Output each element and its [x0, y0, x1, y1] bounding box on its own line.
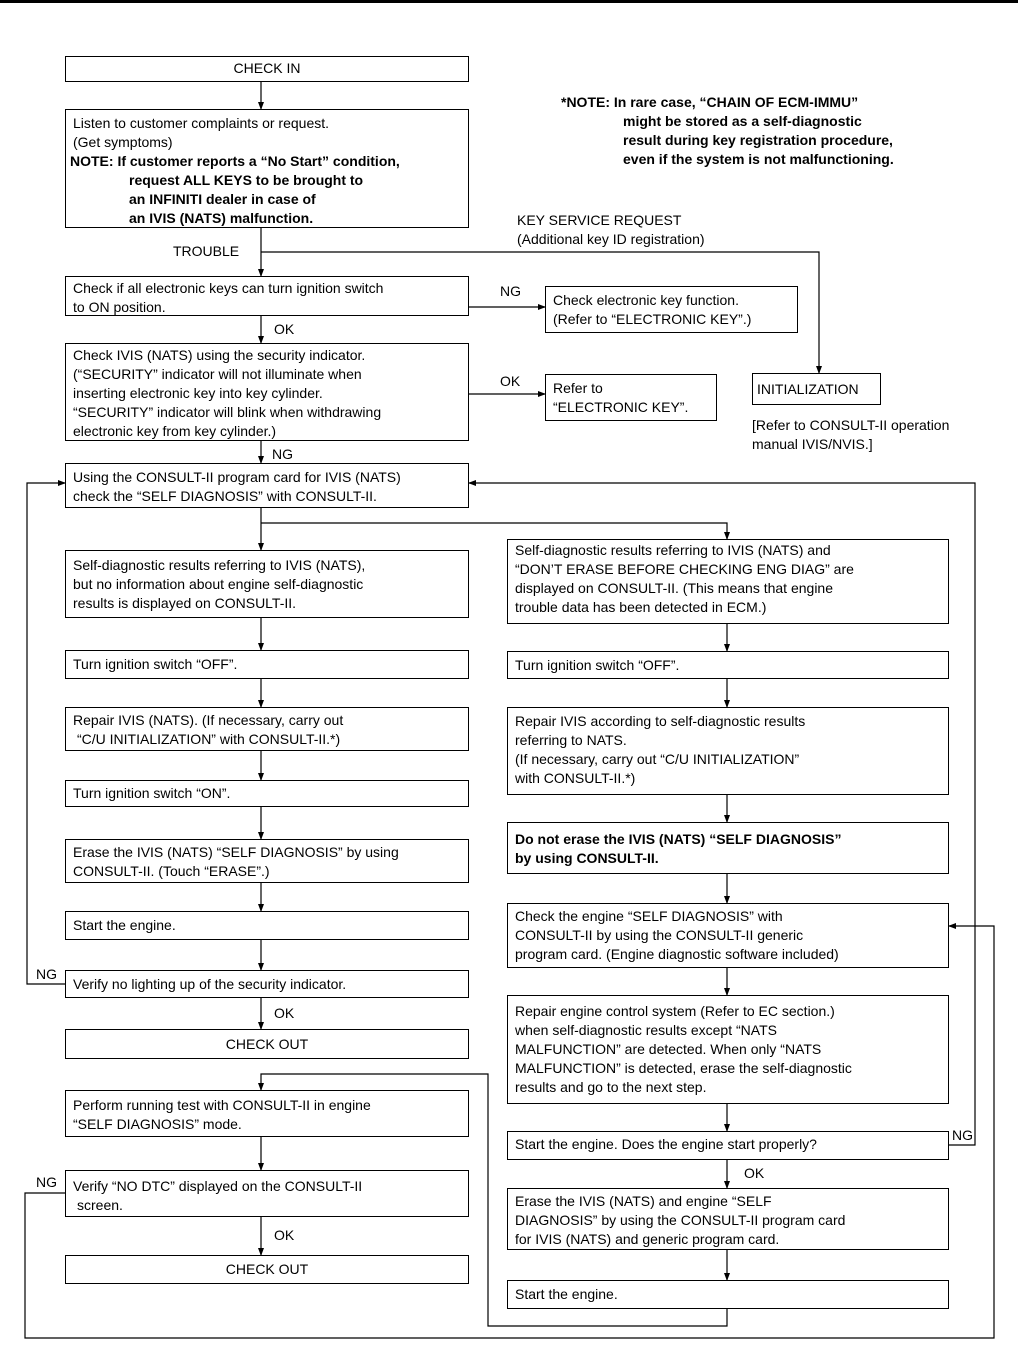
ng-label: NG: [36, 966, 57, 982]
box-text: Do not erase the IVIS (NATS) “SELF DIAGNOSIS”: [515, 831, 842, 847]
left-results-box: [65, 550, 469, 618]
perform-running-test-box: [65, 1090, 469, 1137]
box-text: DIAGNOSIS” by using the CONSULT-II program card: [515, 1212, 846, 1228]
ok-label: OK: [744, 1165, 765, 1181]
box-text: “SELF DIAGNOSIS” mode.: [73, 1116, 242, 1132]
box-text: but no information about engine self-diagnostic: [73, 576, 364, 592]
right-results-box: [507, 539, 949, 624]
box-text: to ON position.: [73, 299, 166, 315]
box-text: for IVIS (NATS) and generic program card.: [515, 1231, 780, 1247]
box-text: CHECK OUT: [225, 1261, 309, 1277]
box-text: displayed on CONSULT-II. (This means that engine: [515, 580, 834, 596]
left-ignition-on-box: [65, 780, 469, 807]
right-do-not-erase-box: [507, 822, 949, 874]
box-text: Perform running test with CONSULT-II in engine: [73, 1097, 371, 1113]
box-text: “ELECTRONIC KEY”.: [553, 399, 689, 415]
left-ignition-off-box: [65, 650, 469, 679]
box-text: (Get symptoms): [73, 134, 173, 150]
box-text: with CONSULT-II.*): [515, 770, 636, 786]
box-text: INITIALIZATION: [757, 381, 859, 397]
left-erase-box: [65, 839, 469, 883]
box-text: Turn ignition switch “ON”.: [73, 785, 231, 801]
note-line: even if the system is not malfunctioning.: [623, 151, 894, 167]
box-text: CONSULT-II. (Touch “ERASE”.): [73, 863, 270, 879]
box-text: Repair engine control system (Refer to EC section.): [515, 1003, 835, 1019]
right-erase-box: [507, 1188, 949, 1250]
check-in-box: [65, 56, 469, 82]
box-text: NOTE: If customer reports a “No Start” condition,: [70, 153, 400, 169]
rare-case-note: [561, 93, 894, 169]
refer-electronic-key-box: [545, 374, 717, 421]
note-line: result during key registration procedure,: [623, 132, 893, 148]
right-start-engine-question-box: [507, 1131, 949, 1160]
box-text: electronic key from key cylinder.): [73, 423, 277, 439]
key-service-label: KEY SERVICE REQUEST: [517, 212, 682, 228]
box-text: Turn ignition switch “OFF”.: [73, 656, 238, 672]
arrow-left-verify-ng: [27, 483, 65, 984]
box-text: CONSULT-II by using the CONSULT-II generic: [515, 927, 804, 943]
box-text: Erase the IVIS (NATS) “SELF DIAGNOSIS” by using: [73, 844, 399, 860]
box-text: (Refer to “ELECTRONIC KEY”.): [553, 311, 752, 327]
box-text: Start the engine.: [73, 917, 176, 933]
box-text: Refer to: [553, 380, 603, 396]
right-repair-box: [507, 707, 949, 795]
left-start-engine-box: [65, 911, 469, 940]
right-repair-engine-box: [507, 995, 949, 1104]
box-text: CHECK OUT: [225, 1036, 309, 1052]
box-text: Turn ignition switch “OFF”.: [515, 657, 680, 673]
box-text: by using CONSULT-II.: [515, 850, 659, 866]
box-text: when self-diagnostic results except “NATS: [515, 1022, 777, 1038]
box-text: results and go to the next step.: [515, 1079, 707, 1095]
box-text: Repair IVIS (NATS). (If necessary, carry out: [73, 712, 344, 728]
right-start-engine-box: [507, 1280, 949, 1309]
check-out-box: [65, 1255, 469, 1284]
box-text: (If necessary, carry out “C/U INITIALIZATION”: [515, 751, 800, 767]
box-text: Start the engine. Does the engine start properly?: [515, 1136, 817, 1152]
ok-label: OK: [274, 1005, 295, 1021]
box-text: Check if all electronic keys can turn ignition switch: [73, 280, 384, 296]
box-text: screen.: [77, 1197, 123, 1213]
box-text: referring to NATS.: [515, 732, 627, 748]
box-text: Listen to customer complaints or request.: [73, 115, 330, 131]
check-key-function-box: [545, 286, 798, 333]
consult-self-diagnosis-box: [65, 463, 469, 508]
box-text: results is displayed on CONSULT-II.: [73, 595, 297, 611]
box-text: Erase the IVIS (NATS) and engine “SELF: [515, 1193, 772, 1209]
box-text: MALFUNCTION” are detected. When only “NATS: [515, 1041, 822, 1057]
box-text: trouble data has been detected in ECM.): [515, 599, 767, 615]
box-text: an INFINITI dealer in case of: [129, 191, 316, 207]
verify-no-dtc-box: [65, 1170, 469, 1217]
box-text: Check the engine “SELF DIAGNOSIS” with: [515, 908, 783, 924]
ng-label: NG: [36, 1174, 57, 1190]
trouble-label: TROUBLE: [173, 243, 240, 259]
left-repair-box: [65, 707, 469, 751]
box-text: request ALL KEYS to be brought to: [129, 172, 364, 188]
ok-label: OK: [274, 1227, 295, 1243]
box-text: inserting electronic key into key cylinder.: [73, 385, 323, 401]
left-verify-indicator-box: [65, 970, 469, 998]
key-service-sublabel: (Additional key ID registration): [517, 231, 705, 247]
check-out-box: [65, 1029, 469, 1059]
box-text: Repair IVIS according to self-diagnostic results: [515, 713, 806, 729]
box-text: “C/U INITIALIZATION” with CONSULT-II.*): [77, 731, 341, 747]
right-ignition-off-box: [507, 651, 949, 679]
ng-label: NG: [500, 283, 521, 299]
box-text: check the “SELF DIAGNOSIS” with CONSULT-II.: [73, 488, 377, 504]
box-text: Self-diagnostic results referring to IVIS (NATS) and: [515, 542, 831, 558]
box-text: program card. (Engine diagnostic software included): [515, 946, 839, 962]
box-text: Start the engine.: [515, 1286, 618, 1302]
arrow-consult-right: [261, 523, 727, 539]
listen-customer-box: [65, 109, 469, 228]
box-text: “SECURITY” indicator will blink when withdrawing: [73, 404, 382, 420]
box-text: an IVIS (NATS) malfunction.: [129, 210, 314, 226]
box-text: “DON’T ERASE BEFORE CHECKING ENG DIAG” are: [515, 561, 854, 577]
check-ivis-box: [65, 343, 469, 441]
box-text: Verify no lighting up of the security indicator.: [73, 976, 347, 992]
initialization-reference: [Refer to CONSULT-II operation: [752, 417, 950, 433]
ng-label: NG: [272, 446, 293, 462]
ok-label: OK: [274, 321, 295, 337]
ng-label: NG: [952, 1127, 973, 1143]
check-keys-box: [65, 276, 469, 316]
right-check-engine-box: [507, 903, 949, 968]
box-text: Verify “NO DTC” displayed on the CONSULT-II: [73, 1178, 363, 1194]
initialization-reference: manual IVIS/NVIS.]: [752, 436, 873, 452]
box-text: Check electronic key function.: [553, 292, 739, 308]
ok-label: OK: [500, 373, 521, 389]
note-line: *NOTE: In rare case, “CHAIN OF ECM-IMMU”: [561, 94, 859, 110]
box-text: Self-diagnostic results referring to IVIS (NATS),: [73, 557, 366, 573]
initialization-box: [752, 373, 881, 405]
note-line: might be stored as a self-diagnostic: [623, 113, 862, 129]
box-text: MALFUNCTION” is detected, erase the self-diagnostic: [515, 1060, 852, 1076]
box-text: Using the CONSULT-II program card for IVIS (NATS): [73, 469, 401, 485]
box-text: (“SECURITY” indicator will not illuminate when: [73, 366, 362, 382]
box-text: Check IVIS (NATS) using the security indicator.: [73, 347, 366, 363]
box-text: CHECK IN: [233, 60, 301, 76]
